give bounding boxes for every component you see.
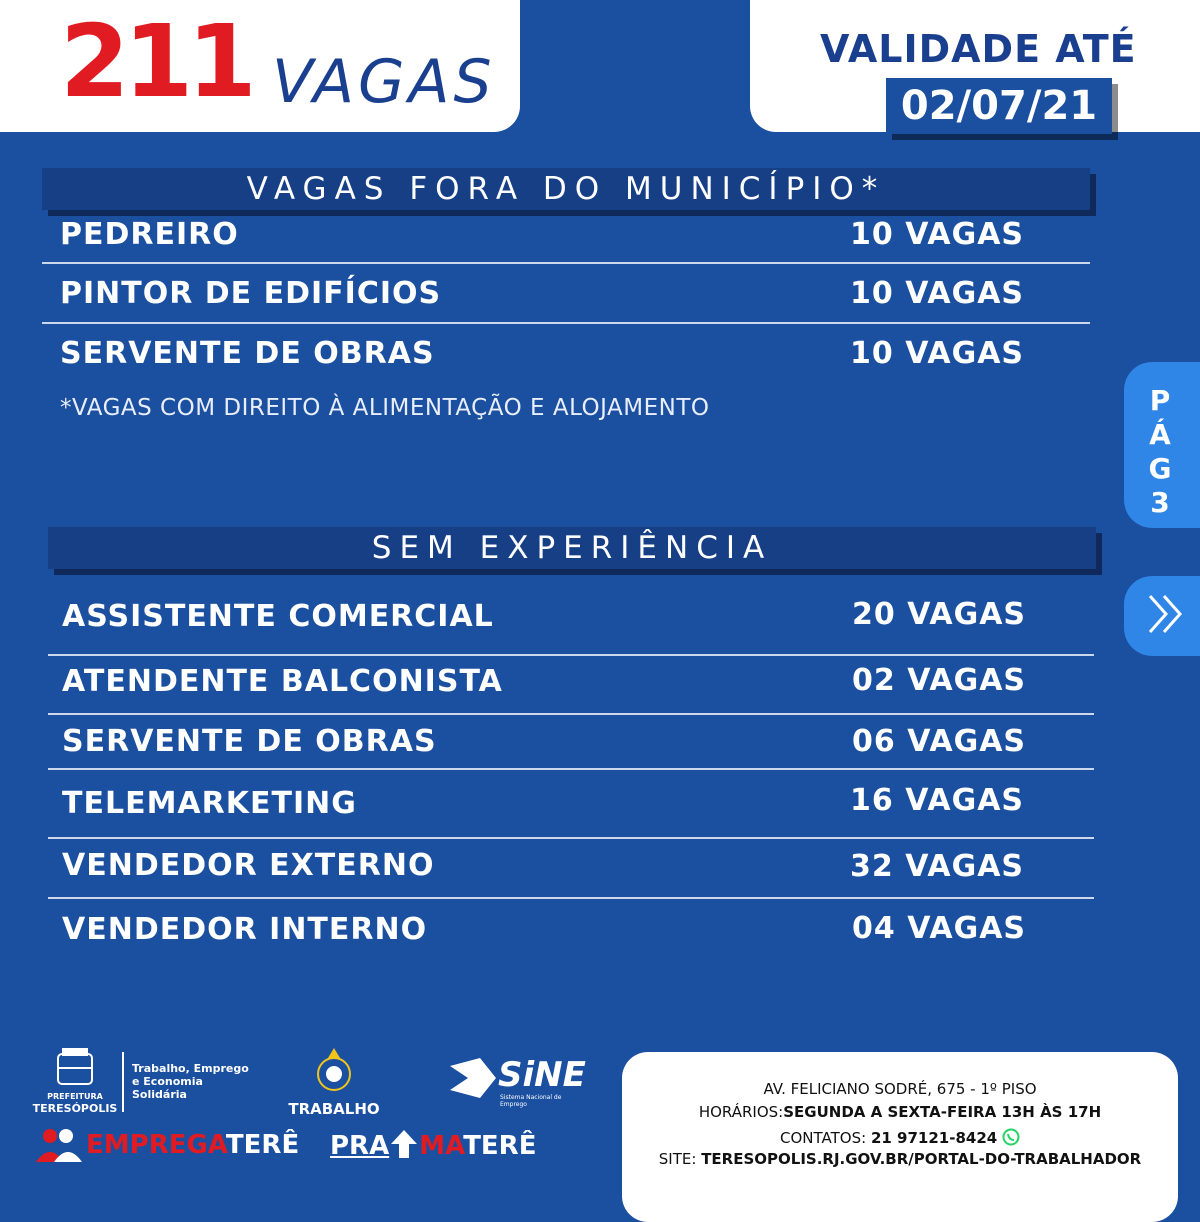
state-seal-icon [314, 1048, 354, 1096]
row-divider [48, 897, 1094, 899]
page-indicator-tab [1124, 362, 1200, 528]
job-title: VENDEDOR EXTERNO [62, 848, 435, 883]
pracimatere-part2: MA [419, 1131, 464, 1161]
next-page-button[interactable] [1124, 576, 1200, 656]
job-title: PEDREIRO [60, 217, 239, 252]
empregatere-part2: TERÊ [225, 1130, 300, 1160]
row-divider [48, 837, 1094, 839]
row-divider [42, 262, 1090, 264]
trabalho-logo [284, 1048, 384, 1118]
job-vacancies: 16 VAGAS [850, 783, 1025, 818]
people-icon [34, 1128, 84, 1164]
double-chevron-right-icon [1142, 588, 1194, 640]
secretaria-name: Trabalho, Emprego e Economia Solidária [132, 1062, 249, 1102]
section-note: *VAGAS COM DIREITO À ALIMENTAÇÃO E ALOJAMENTO [60, 395, 710, 421]
job-vacancies: 06 VAGAS [852, 724, 1027, 759]
section-title-no-experience: SEM EXPERIÊNCIA [48, 527, 1096, 569]
job-vacancies: 10 VAGAS [850, 276, 1025, 311]
contacts-value: 21 97121-8424 [870, 1129, 998, 1147]
contacts-label: CONTATOS: [780, 1129, 867, 1147]
job-vacancies: 10 VAGAS [850, 217, 1025, 252]
trabalho-label: TRABALHO [288, 1100, 380, 1118]
prefeitura-line2: TERESÓPOLIS [32, 1101, 118, 1115]
hours-label: HORÁRIOS: [698, 1103, 784, 1121]
row-divider [42, 322, 1090, 324]
empregatere-part1: EMPREGA [86, 1130, 226, 1160]
empregatere-logo [34, 1128, 324, 1168]
validity-date: 02/07/21 [886, 78, 1112, 134]
contacts-line [622, 1128, 1178, 1146]
hours-line [622, 1105, 1178, 1120]
sine-mark-icon [450, 1058, 496, 1098]
job-title: SERVENTE DE OBRAS [60, 336, 435, 371]
site-line [622, 1152, 1178, 1167]
vacancy-count: 211 [60, 3, 251, 120]
row-divider [48, 713, 1094, 715]
vacancy-count-label: VAGAS [272, 47, 496, 117]
pracimatere-part1-text: PRA [330, 1131, 390, 1161]
prefeitura-line1: PREFEITURA [47, 1092, 103, 1101]
sine-wordmark: SiNE [498, 1055, 586, 1095]
page-indicator-label: PÁG 3 [1148, 384, 1172, 519]
job-title: SERVENTE DE OBRAS [62, 724, 437, 759]
row-divider [48, 654, 1094, 656]
city-crest-icon [30, 1048, 120, 1088]
job-vacancies: 10 VAGAS [850, 336, 1025, 371]
job-title: ASSISTENTE COMERCIAL [62, 599, 494, 634]
job-title: VENDEDOR INTERNO [62, 912, 428, 947]
job-vacancies: 04 VAGAS [852, 911, 1027, 946]
address-line: AV. FELICIANO SODRÉ, 675 - 1º PISO [763, 1080, 1037, 1098]
job-vacancies: 32 VAGAS [850, 849, 1025, 884]
up-arrow-icon [389, 1130, 419, 1158]
pracimatere-part3: TERÊ [463, 1131, 537, 1161]
validity-label: VALIDADE ATÉ [820, 27, 1137, 71]
pracimatere-logo [330, 1130, 570, 1170]
job-title: PINTOR DE EDIFÍCIOS [60, 276, 442, 311]
row-divider [48, 768, 1094, 770]
sine-logo [450, 1055, 590, 1108]
job-vacancies: 02 VAGAS [852, 663, 1027, 698]
job-title: ATENDENTE BALCONISTA [62, 664, 503, 699]
logo-divider [122, 1052, 124, 1112]
hours-value: SEGUNDA A SEXTA-FEIRA 13H ÀS 17H [783, 1103, 1102, 1121]
section-title-outside-municipality: VAGAS FORA DO MUNICÍPIO* [42, 168, 1090, 210]
whatsapp-icon [1002, 1128, 1020, 1146]
job-title: TELEMARKETING [62, 786, 357, 821]
sine-subtitle: Sistema Nacional de Emprego [500, 1094, 562, 1108]
prefeitura-logo [30, 1048, 120, 1114]
job-vacancies: 20 VAGAS [852, 597, 1027, 632]
site-label: SITE: [658, 1150, 697, 1168]
site-link[interactable]: TERESOPOLIS.RJ.GOV.BR/PORTAL-DO-TRABALHADOR [701, 1150, 1142, 1168]
